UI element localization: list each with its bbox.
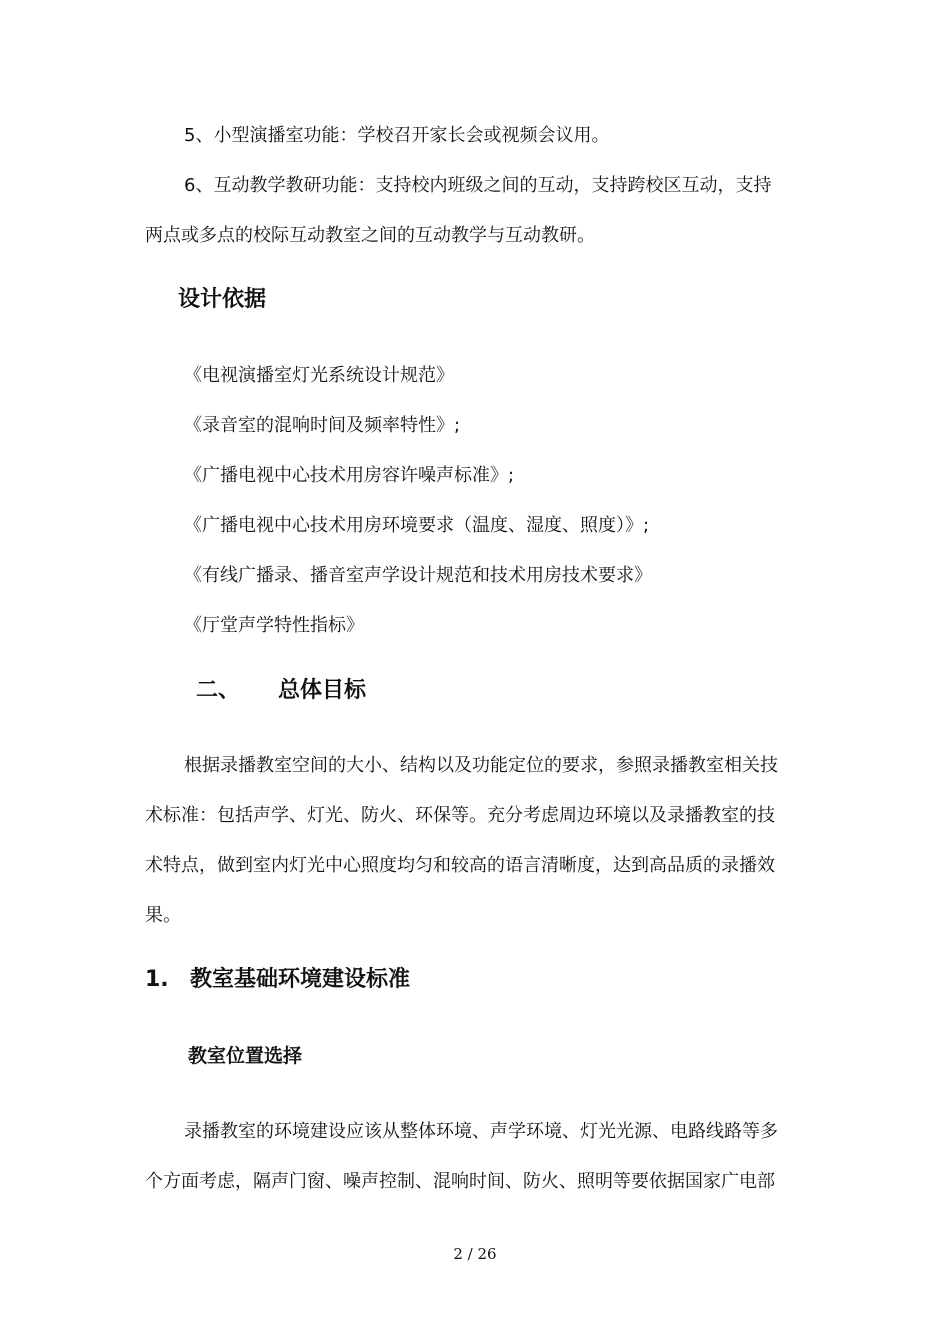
section-2-number: 二、 xyxy=(196,678,241,703)
paragraph-line: 术标准：包括声学、灯光、防火、环保等。充分考虑周边环境以及录播教室的技 xyxy=(145,805,775,826)
list-item-6-line-2: 两点或多点的校际互动教室之间的互动教学与互动教研。 xyxy=(145,225,595,246)
section-1-title: 教室基础环境建设标准 xyxy=(190,967,411,992)
section-1-number: 1. xyxy=(145,967,169,992)
design-basis-heading: 设计依据 xyxy=(178,287,267,312)
paragraph-line: 录播教室的环境建设应该从整体环境、声学环境、灯光光源、电路线路等多 xyxy=(184,1121,778,1142)
reference-item: 《有线广播录、播音室声学设计规范和技术用房技术要求》 xyxy=(184,565,652,586)
list-item-6-line-1: 6、互动教学教研功能：支持校内班级之间的互动，支持跨校区互动，支持 xyxy=(184,175,772,196)
list-item-5: 5、小型演播室功能：学校召开家长会或视频会议用。 xyxy=(184,125,610,146)
page-number: 2 / 26 xyxy=(453,1245,497,1263)
reference-item: 《广播电视中心技术用房容许噪声标准》; xyxy=(184,465,515,486)
reference-item: 《厅堂声学特性指标》 xyxy=(184,615,364,636)
paragraph-line: 果。 xyxy=(145,905,181,926)
reference-item: 《广播电视中心技术用房环境要求（温度、湿度、照度）》; xyxy=(184,515,650,536)
paragraph-line: 个方面考虑，隔声门窗、噪声控制、混响时间、防火、照明等要依据国家广电部 xyxy=(145,1171,775,1192)
section-2-title: 总体目标 xyxy=(278,678,367,703)
subsection-heading: 教室位置选择 xyxy=(188,1045,303,1067)
paragraph-line: 术特点，做到室内灯光中心照度均匀和较高的语言清晰度，达到高品质的录播效 xyxy=(145,855,775,876)
reference-item: 《电视演播室灯光系统设计规范》 xyxy=(184,365,454,386)
reference-item: 《录音室的混响时间及频率特性》; xyxy=(184,415,461,436)
paragraph-line: 根据录播教室空间的大小、结构以及功能定位的要求，参照录播教室相关技 xyxy=(184,755,778,776)
